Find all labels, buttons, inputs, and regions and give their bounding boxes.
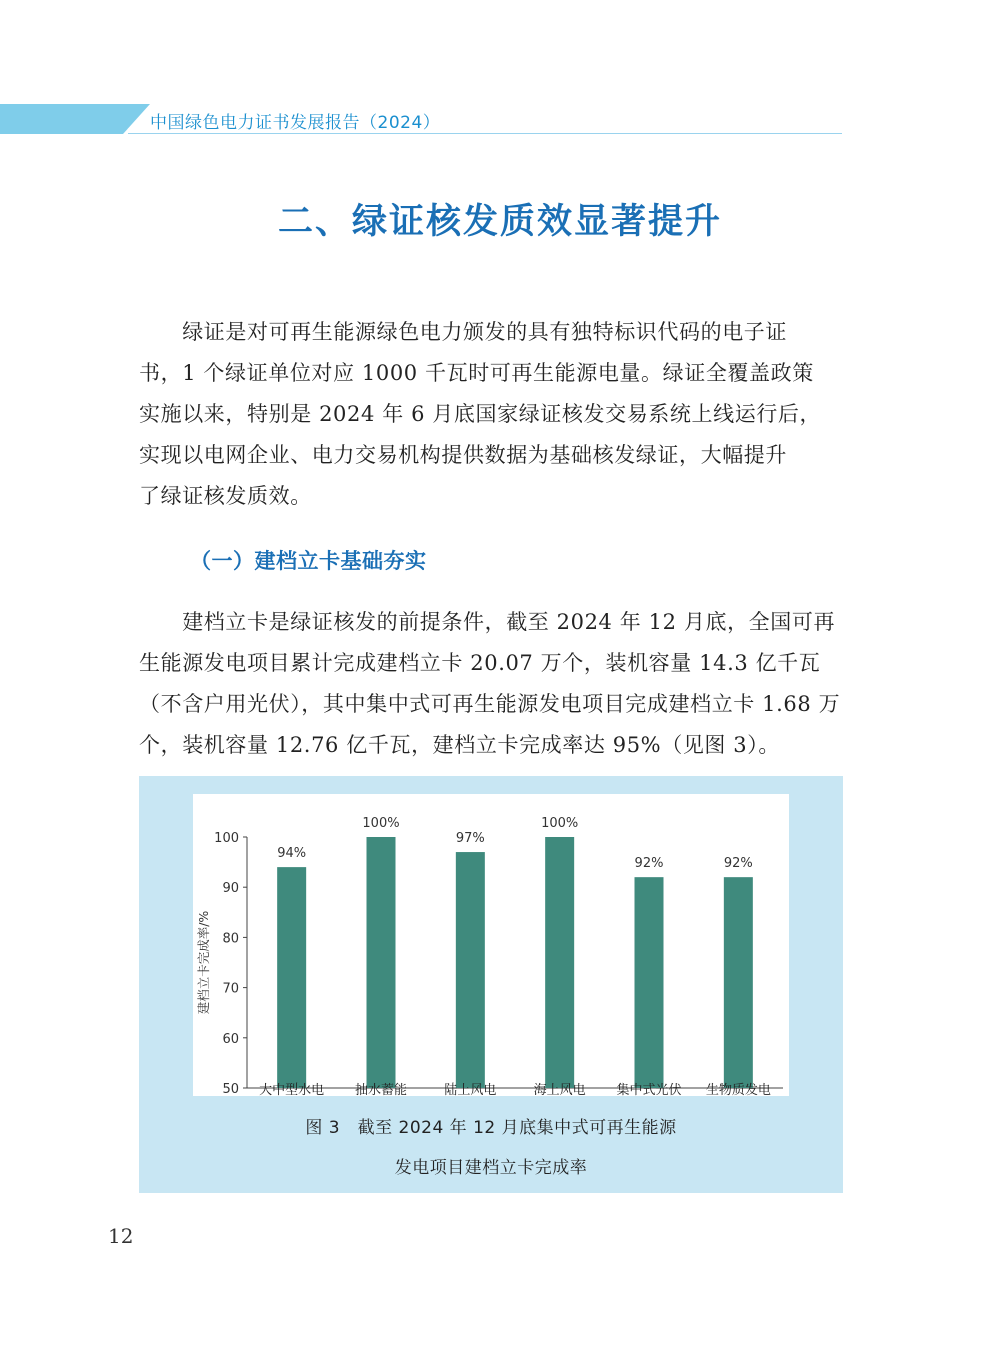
- paragraph-line: 绿证是对可再生能源绿色电力颁发的具有独特标识代码的电子证: [139, 320, 787, 344]
- bar-value-label: 92%: [723, 856, 753, 872]
- x-category-label: 海上风电: [533, 1083, 586, 1096]
- bar-value-label: 100%: [541, 816, 579, 831]
- y-tick-label: 80: [222, 931, 239, 947]
- paragraph-registration: [139, 602, 844, 766]
- bar: [456, 852, 485, 1088]
- section-title: 二、绿证核发质效显著提升: [277, 202, 722, 242]
- paragraph-line: 生能源发电项目累计完成建档立卡 20.07 万个，装机容量 14.3 亿千瓦: [139, 651, 821, 675]
- y-axis-label: 建档立卡完成率/%: [196, 910, 211, 1015]
- x-category-label: 集中式光伏: [616, 1083, 682, 1096]
- bar: [545, 837, 574, 1088]
- y-tick-label: 100: [214, 831, 239, 846]
- paragraph-line: （不含户用光伏），其中集中式可再生能源发电项目完成建档立卡 1.68 万: [139, 692, 841, 716]
- y-tick-label: 70: [222, 981, 239, 997]
- figure-3: [139, 776, 843, 1193]
- y-tick-label: 50: [222, 1082, 239, 1096]
- bar-value-label: 100%: [362, 816, 400, 831]
- header-accent-band: [0, 104, 150, 134]
- x-category-label: 生物质发电: [705, 1083, 771, 1096]
- paragraph-line: 了绿证核发质效。: [139, 484, 312, 508]
- x-category-label: 抽水蓄能: [354, 1083, 408, 1096]
- bar-value-label: 94%: [277, 846, 307, 862]
- paragraph-line: 书，1 个绿证单位对应 1000 千瓦时可再生能源电量。绿证全覆盖政策: [139, 361, 814, 385]
- figure-caption-line-2: 发电项目建档立卡完成率: [394, 1158, 588, 1178]
- bar: [724, 877, 753, 1088]
- x-category-label: 大中型水电: [259, 1083, 325, 1096]
- y-tick-label: 60: [222, 1031, 239, 1047]
- running-header-title: 中国绿色电力证书发展报告（2024）: [150, 113, 441, 133]
- bar-value-label: 97%: [455, 831, 485, 847]
- paragraph-line: 实施以来，特别是 2024 年 6 月底国家绿证核发交易系统上线运行后，: [139, 402, 822, 426]
- bar: [367, 837, 396, 1088]
- paragraph-line: 建档立卡是绿证核发的前提条件，截至 2024 年 12 月底，全国可再: [139, 610, 836, 634]
- paragraph-green-certificate-intro: [139, 312, 844, 517]
- bar: [635, 877, 664, 1088]
- bar-chart: [193, 794, 789, 1096]
- y-tick-label: 90: [222, 881, 239, 897]
- header-divider: [128, 133, 842, 134]
- bar-value-label: 92%: [634, 856, 664, 872]
- bar: [277, 867, 306, 1088]
- page-number: 12: [108, 1224, 134, 1248]
- figure-caption-line-1: 图 3 截至 2024 年 12 月底集中式可再生能源: [305, 1118, 677, 1138]
- paragraph-line: 实现以电网企业、电力交易机构提供数据为基础核发绿证，大幅提升: [139, 443, 787, 467]
- subsection-title: （一）建档立卡基础夯实: [190, 549, 427, 573]
- paragraph-line: 个，装机容量 12.76 亿千瓦，建档立卡完成率达 95%（见图 3）。: [139, 733, 780, 757]
- bar-chart-panel: [193, 794, 789, 1096]
- x-category-label: 陆上风电: [444, 1083, 497, 1096]
